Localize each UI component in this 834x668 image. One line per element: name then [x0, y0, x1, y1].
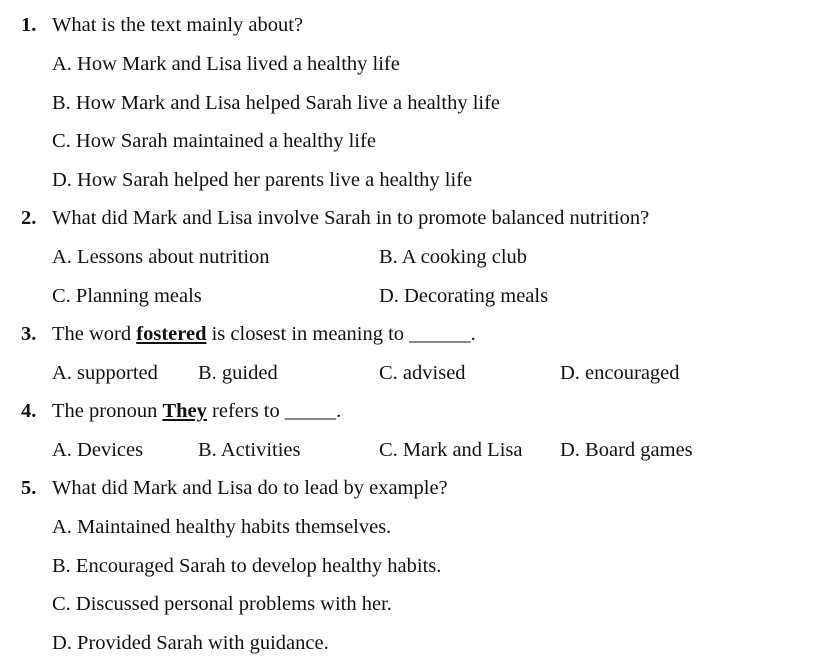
option-3b[interactable]: B. guided	[198, 362, 278, 384]
option-5d[interactable]: D. Provided Sarah with guidance.	[52, 632, 329, 654]
question-number: 4.	[21, 400, 37, 422]
option-1d[interactable]: D. How Sarah helped her parents live a healthy life	[52, 169, 473, 191]
question-text: What did Mark and Lisa do to lead by example?	[52, 477, 448, 499]
question-text-after: refers to _____.	[206, 400, 342, 422]
option-4b[interactable]: B. Activities	[198, 439, 301, 461]
question-text	[52, 399, 341, 423]
option-1b[interactable]: B. How Mark and Lisa helped Sarah live a healthy life	[52, 92, 501, 114]
option-3c[interactable]: C. advised	[379, 362, 466, 384]
option-4a[interactable]: A. Devices	[52, 439, 144, 461]
option-5b[interactable]: B. Encouraged Sarah to develop healthy habits.	[52, 555, 442, 577]
option-1c[interactable]: C. How Sarah maintained a healthy life	[52, 130, 376, 152]
question-number: 5.	[21, 477, 37, 499]
question-number: 1.	[21, 14, 37, 36]
question-text: What is the text mainly about?	[52, 14, 304, 36]
keyword-fostered: fostered	[136, 323, 207, 345]
question-text-before: The word	[52, 323, 137, 345]
option-3d[interactable]: D. encouraged	[560, 362, 680, 384]
question-number: 2.	[21, 207, 37, 229]
option-2a[interactable]: A. Lessons about nutrition	[52, 246, 270, 268]
option-4c[interactable]: C. Mark and Lisa	[379, 439, 523, 461]
option-4d[interactable]: D. Board games	[560, 439, 693, 461]
option-5a[interactable]: A. Maintained healthy habits themselves.	[52, 516, 392, 538]
keyword-they: They	[162, 400, 207, 422]
option-2b[interactable]: B. A cooking club	[379, 246, 528, 268]
option-1a[interactable]: A. How Mark and Lisa lived a healthy life	[52, 53, 400, 75]
option-2c[interactable]: C. Planning meals	[52, 285, 202, 307]
option-3a[interactable]: A. supported	[52, 362, 158, 384]
option-5c[interactable]: C. Discussed personal problems with her.	[52, 593, 392, 615]
option-2d[interactable]: D. Decorating meals	[379, 285, 549, 307]
question-text-before: The pronoun	[52, 400, 163, 422]
question-text: What did Mark and Lisa involve Sarah in to promote balanced nutrition?	[52, 207, 650, 229]
question-text	[52, 322, 476, 346]
question-number: 3.	[21, 323, 37, 345]
question-text-after: is closest in meaning to ______.	[206, 323, 476, 345]
